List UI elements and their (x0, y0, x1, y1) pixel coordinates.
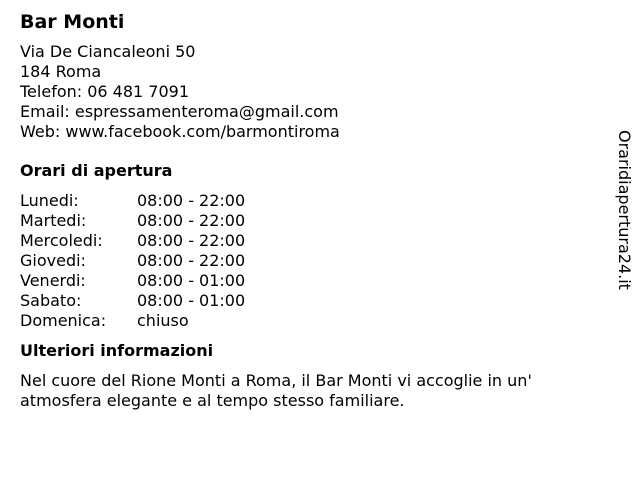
hours-day: Lunedi: (20, 191, 79, 210)
address-city: 184 Roma (20, 62, 102, 81)
phone-line: Telefon: 06 481 7091 (20, 82, 190, 101)
brand-watermark: Oraridiapertura24.it (615, 130, 634, 290)
hours-day: Giovedi: (20, 251, 86, 270)
email-line: Email: espressamenteroma@gmail.com (20, 102, 339, 121)
hours-day: Venerdi: (20, 271, 86, 290)
hours-row-giovedi (20, 251, 600, 271)
hours-row-martedi (20, 211, 600, 231)
hours-time: 08:00 - 22:00 (137, 211, 246, 230)
hours-day: Mercoledi: (20, 231, 103, 250)
web-line: Web: www.facebook.com/barmontiroma (20, 122, 340, 141)
hours-time: 08:00 - 22:00 (137, 231, 246, 250)
hours-time: 08:00 - 01:00 (137, 271, 246, 290)
business-name: Bar Monti (20, 11, 125, 33)
business-card (20, 10, 600, 411)
hours-row-domenica (20, 311, 600, 331)
hours-row-sabato (20, 291, 600, 311)
hours-day: Sabato: (20, 291, 82, 310)
hours-time: 08:00 - 22:00 (137, 191, 246, 210)
hours-row-lunedi (20, 191, 600, 211)
info-heading: Ulteriori informazioni (20, 341, 214, 360)
hours-time: 08:00 - 22:00 (137, 251, 246, 270)
hours-heading: Orari di apertura (20, 161, 173, 180)
contact-block (20, 42, 600, 142)
hours-table (20, 191, 600, 331)
hours-day: Domenica: (20, 311, 107, 330)
info-text: Nel cuore del Rione Monti a Roma, il Bar Monti vi accoglie in un' atmosfera elegante e al tempo stesso familiare. (20, 371, 532, 410)
address-street: Via De Ciancaleoni 50 (20, 42, 196, 61)
hours-time: chiuso (137, 311, 189, 330)
hours-time: 08:00 - 01:00 (137, 291, 246, 310)
hours-row-venerdi (20, 271, 600, 291)
hours-day: Martedi: (20, 211, 87, 230)
hours-row-mercoledi (20, 231, 600, 251)
